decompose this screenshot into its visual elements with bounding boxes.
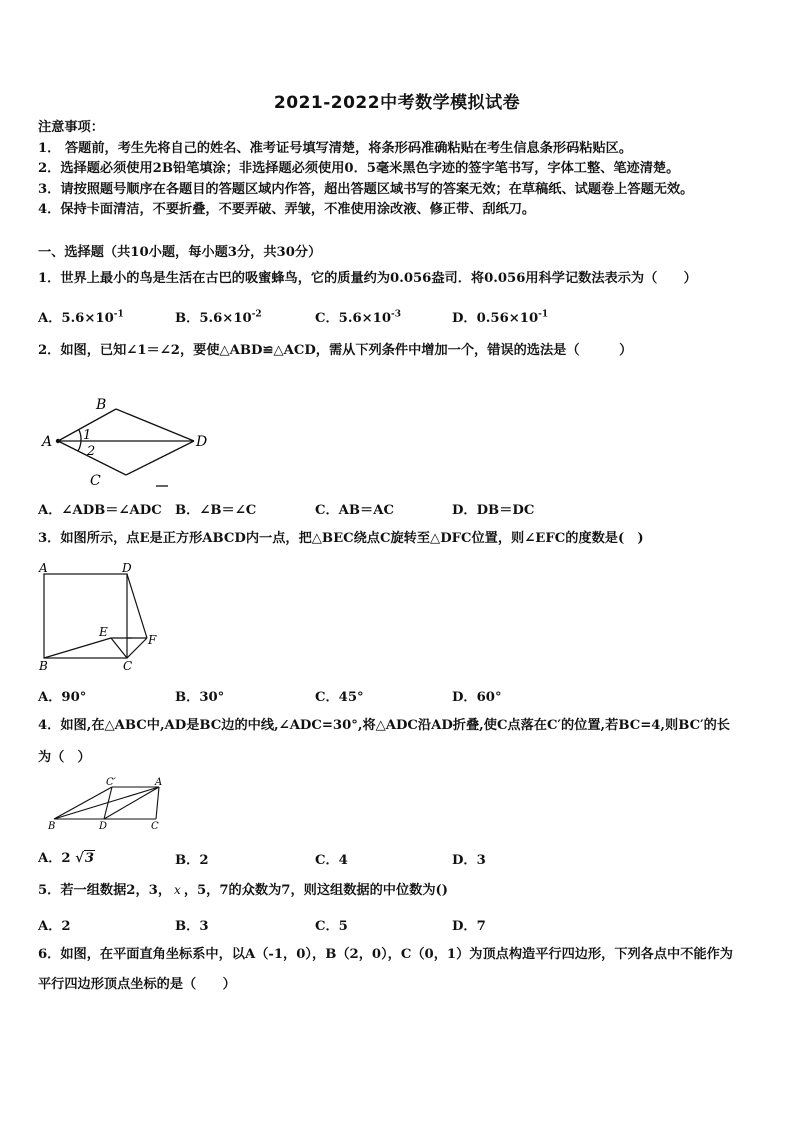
q5-option-a: A．2 bbox=[38, 919, 71, 934]
q5-option-d: D．7 bbox=[452, 919, 486, 934]
q4-label-cprime: C′ bbox=[106, 777, 116, 788]
sqrt-symbol: √3 bbox=[75, 851, 95, 866]
q3-label-a: A bbox=[39, 561, 48, 575]
q3-label-f: F bbox=[148, 633, 157, 647]
q2-label-angle1: 1 bbox=[83, 428, 92, 443]
q1-option-b: B．$5.6\times 10^{-2}$ bbox=[175, 309, 262, 326]
question-4-stem-line2: 为（ ） bbox=[38, 750, 91, 765]
q4-option-d: D．3 bbox=[452, 853, 486, 868]
q3-option-a: A．90° bbox=[38, 690, 87, 705]
question-1-stem: 1．世界上最小的鸟是生活在古巴的吸蜜蜂鸟，它的质量约为0.056盎司．将0.056用科学记数法表示为（ ） bbox=[38, 271, 697, 286]
q2-label-c: C bbox=[90, 473, 101, 489]
q3-option-b: B．30° bbox=[175, 690, 225, 705]
notes-section bbox=[38, 119, 693, 222]
question-3-stem: 3．如图所示，点E是正方形ABCD内一点，把△BEC绕点C旋转至△DFC位置，则∠EFC的度数是( ) bbox=[38, 531, 644, 546]
q3-label-d: D bbox=[122, 561, 132, 575]
q4-label-a: A bbox=[155, 777, 163, 788]
page-title: 2021-2022中考数学模拟试卷 bbox=[273, 93, 521, 113]
question-6-stem-line1: 6．如图，在平面直角坐标系中，以A（-1，0），B（2，0），C（0，1）为顶点构造平行四边形，下列各点中不能作为 bbox=[38, 947, 733, 962]
q4-label-c: C bbox=[151, 821, 159, 832]
q4-label-d: D bbox=[99, 821, 108, 832]
q2-option-a: A．∠ADB＝∠ADC bbox=[38, 503, 162, 518]
q3-option-c: C．45° bbox=[315, 690, 364, 705]
question-4-stem-line1: 4．如图,在△ABC中,AD是BC边的中线,∠ADC=30°,将△ADC沿AD折叠,使C点落在C′的位置,若BC=4,则BC′的长 bbox=[38, 718, 730, 733]
q2-option-d: D．DB＝DC bbox=[452, 503, 535, 518]
q5-option-c: C．5 bbox=[315, 919, 348, 934]
q2-label-d: D bbox=[196, 434, 208, 450]
q2-label-a: A bbox=[42, 434, 53, 450]
q4-option-b: B．2 bbox=[175, 853, 209, 868]
q2-label-b: B bbox=[96, 397, 107, 413]
q4-option-c: C．4 bbox=[315, 853, 348, 868]
q5-option-b: B．3 bbox=[175, 919, 209, 934]
q3-label-e: E bbox=[99, 625, 108, 639]
notes-heading: 注意事项： bbox=[38, 120, 104, 135]
note-item: 3．请按照题号顺序在各题目的答题区域内作答，超出答题区域书写的答案无效；在草稿纸、试题卷上答题无效。 bbox=[38, 181, 694, 197]
q1-option-c: C．$5.6\times 10^{-3}$ bbox=[315, 309, 402, 326]
q3-label-b: B bbox=[39, 659, 48, 673]
question-6-stem-line2: 平行四边形顶点坐标的是（ ） bbox=[38, 977, 236, 992]
q4-option-a: A．2 √3 bbox=[38, 851, 95, 866]
q3-figure bbox=[34, 560, 174, 676]
q3-label-c: C bbox=[123, 659, 133, 673]
question-5-stem: 5．若一组数据2，3， x ，5，7的众数为7，则这组数据的中位数为() bbox=[38, 883, 449, 898]
q2-option-b: B．∠B＝∠C bbox=[175, 503, 257, 518]
note-item: 1． 答题前，考生先将自己的姓名、准考证号填写清楚，将条形码准确粘贴在考生信息条形码粘贴区。 bbox=[38, 140, 633, 156]
q3-option-d: D．60° bbox=[452, 690, 502, 705]
q1-option-d: D．$0.56\times 10^{-1}$ bbox=[452, 309, 549, 326]
note-item: 2．选择题必须使用2B铅笔填涂；非选择题必须使用0．5毫米黑色字迹的签字笔书写，字体工整、笔迹清楚。 bbox=[38, 161, 680, 176]
q4-label-b: B bbox=[48, 821, 56, 832]
q2-figure bbox=[36, 392, 226, 492]
note-item: 4．保持卡面清洁，不要折叠，不要弄破、弄皱，不准使用涂改液、修正带、刮纸刀。 bbox=[38, 202, 536, 217]
q2-label-angle2: 2 bbox=[87, 444, 96, 459]
q4-figure bbox=[44, 775, 174, 835]
section-heading: 一、选择题（共10小题，每小题3分，共30分） bbox=[38, 245, 322, 260]
question-2-stem: 2．如图，已知∠1＝∠2，要使△ABD≌△ACD，需从下列条件中增加一个，错误的选法是（ ） bbox=[38, 343, 633, 358]
q2-option-c: C．AB＝AC bbox=[315, 503, 394, 518]
q1-option-a: A．$5.6\times 10^{-1}$ bbox=[38, 309, 124, 326]
